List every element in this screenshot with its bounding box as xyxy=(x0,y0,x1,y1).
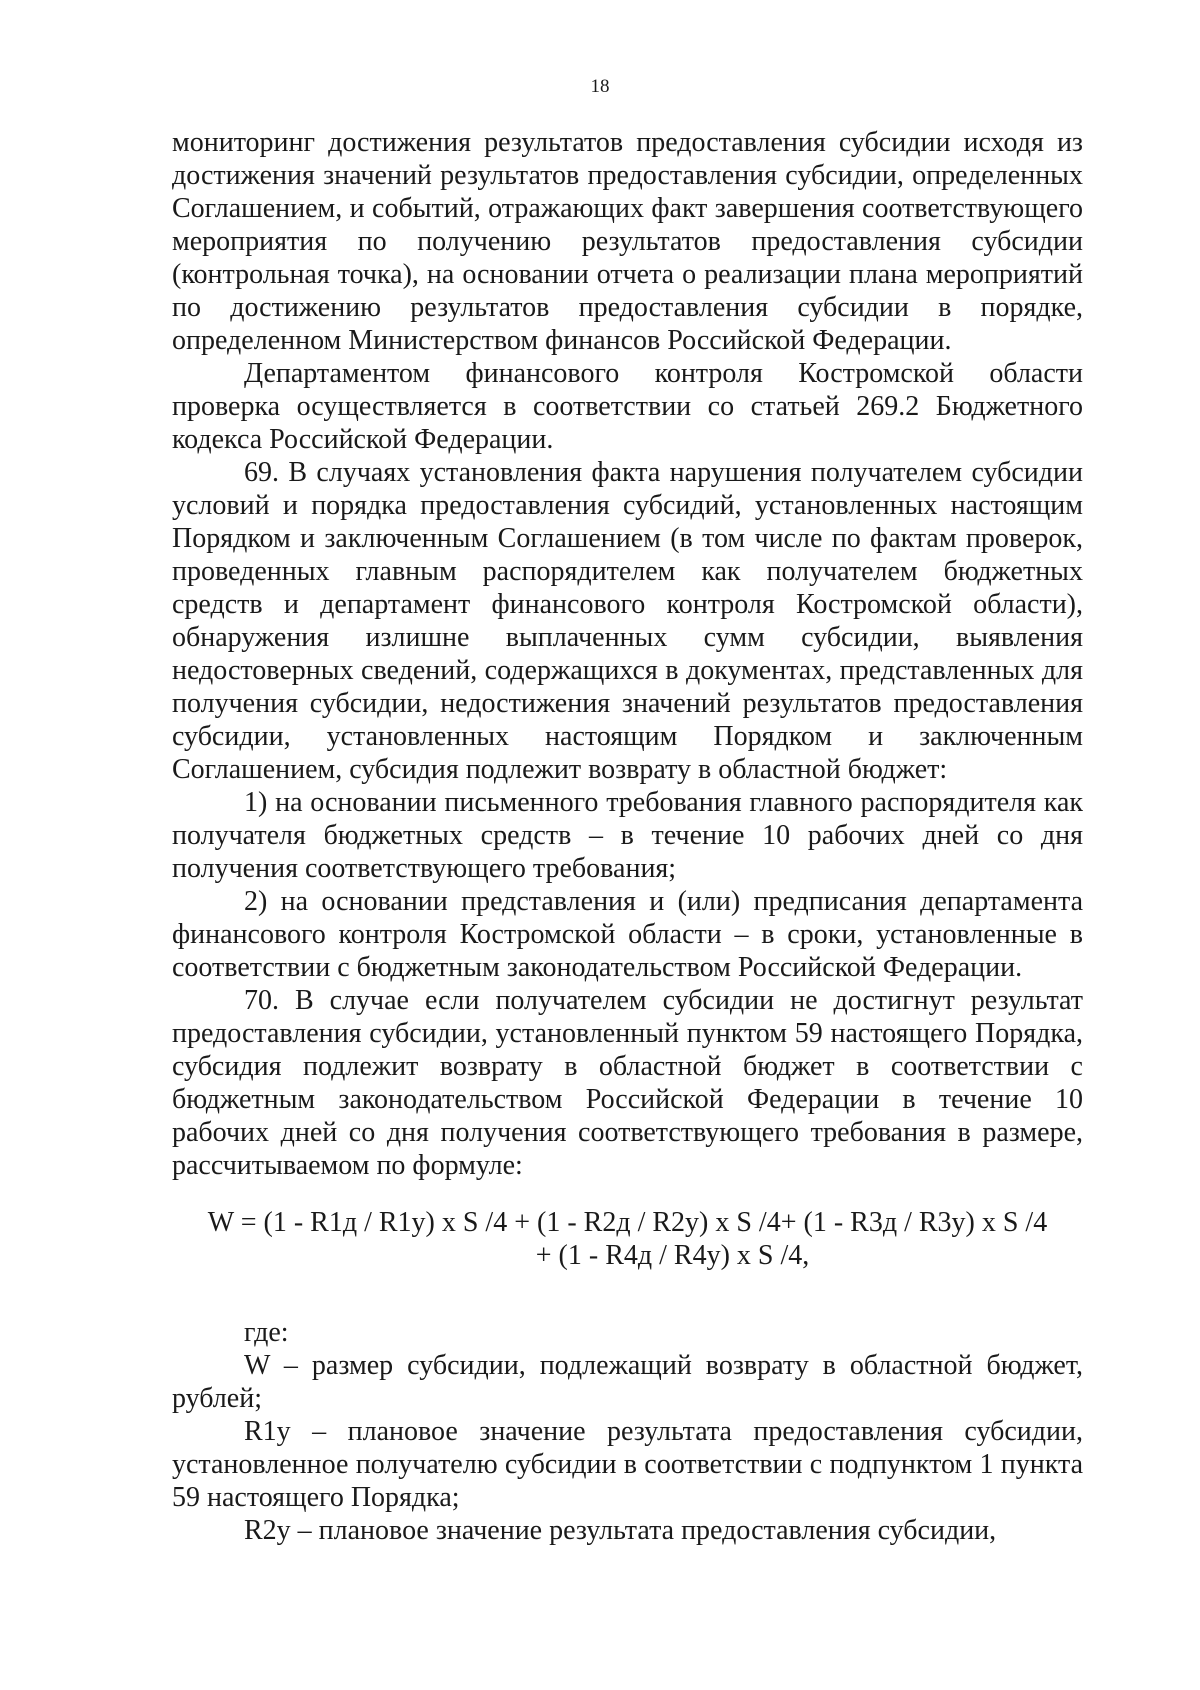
definitions-intro: где: xyxy=(244,1317,289,1348)
paragraph-70: 70. В случае если получателем субсидии не достигнут результат предоставления субсидии, установленный пунктом 59 настоящего Порядка, субсидия подлежит возврату в областной бюджет в соответствии с бюджетным законодательством Российской Федерации в течение 10 рабочих дней со дня получения соответствующего требования в размере, рассчитываемом по формуле: xyxy=(172,985,1083,1181)
page-number: 18 xyxy=(590,76,610,97)
paragraph-69-item-2: 2) на основании представления и (или) предписания департамента финансового контроля Костромской области – в сроки, установленные в соответствии с бюджетным законодательством Российской Федерации. xyxy=(172,886,1083,983)
definition-r2y: R2у – плановое значение результата предоставления субсидии, xyxy=(244,1515,997,1546)
definition-w: W – размер субсидии, подлежащий возврату в областной бюджет, рублей; xyxy=(172,1350,1083,1414)
paragraph-monitoring: мониторинг достижения результатов предоставления субсидии исходя из достижения значений результатов предоставления субсидии, определенных Соглашением, и событий, отражающих факт завершения соответствующего мероприятия по получению результатов предоставления субсидии (контрольная точка), на основании отчета о реализации плана мероприятий по достижению результатов предоставления субсидии в порядке, определенном Министерством финансов Российской Федерации. xyxy=(172,127,1083,356)
formula-line-2: + (1 - R4д / R4у) x S /4, xyxy=(535,1240,810,1271)
paragraph-69-item-1: 1) на основании письменного требования главного распорядителя как получателя бюджетных средств – в течение 10 рабочих дней со дня получения соответствующего требования; xyxy=(172,787,1083,884)
paragraph-69: 69. В случаях установления факта нарушения получателем субсидии условий и порядка предоставления субсидий, установленных настоящим Порядком и заключенным Соглашением (в том числе по фактам проверок, проведенных главным распорядителем как получателем бюджетных средств и департамент финансового контроля Костромской области), обнаружения излишне выплаченных сумм субсидии, выявления недостоверных сведений, содержащихся в документах, представленных для получения субсидии, недостижения значений результатов предоставления субсидии, установленных настоящим Порядком и заключенным Соглашением, субсидия подлежит возврату в областной бюджет: xyxy=(172,457,1083,785)
document-body xyxy=(172,126,1083,1547)
paragraph-department-check: Департаментом финансового контроля Костромской области проверка осуществляется в соответствии со статьей 269.2 Бюджетного кодекса Российской Федерации. xyxy=(172,358,1083,455)
definition-r1y: R1у – плановое значение результата предоставления субсидии, установленное получателю субсидии в соответствии с подпунктом 1 пункта 59 настоящего Порядка; xyxy=(172,1416,1083,1513)
return-formula xyxy=(172,1206,1083,1272)
formula-line-1: W = (1 - R1д / R1у) x S /4 + (1 - R2д / R2у) x S /4+ (1 - R3д / R3у) x S /4 xyxy=(207,1207,1048,1238)
